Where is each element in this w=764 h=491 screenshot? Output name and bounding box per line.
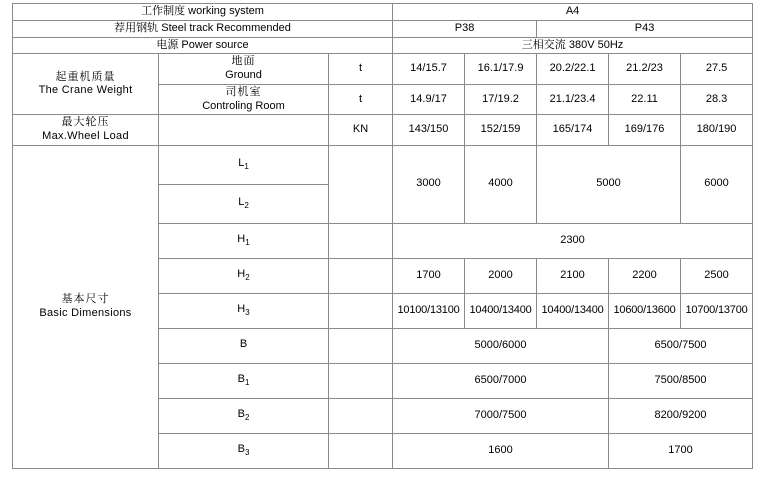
crane-weight-ground-value: 20.2/22.1: [537, 54, 609, 85]
crane-weight-room-label-cn: 司机室: [225, 85, 262, 98]
dimension-symbol-index: 3: [245, 308, 250, 318]
dimension-b1-spacer: [329, 363, 393, 398]
max-wheel-load-value: 152/159: [465, 115, 537, 146]
dimension-h3-spacer: [329, 293, 393, 328]
crane-weight-ground-unit: t: [329, 54, 393, 85]
crane-weight-ground-value: 16.1/17.9: [465, 54, 537, 85]
dimension-symbol-text: H: [237, 233, 246, 246]
dimension-symbol-text: L: [238, 157, 245, 170]
dimension-l-value: 3000: [393, 145, 465, 223]
crane-weight-room-value: 17/19.2: [465, 84, 537, 115]
dimension-h2-value: 2500: [681, 258, 753, 293]
table-row: [13, 115, 753, 146]
dimension-h3-value: 10600/13600: [609, 293, 681, 328]
dimension-b2-value: 7000/7500: [393, 398, 609, 433]
max-wheel-load-label: [13, 115, 159, 146]
dimension-symbol-index: 2: [244, 201, 249, 211]
dimension-symbol-b2: [159, 398, 329, 433]
dimension-h1-value: 2300: [393, 223, 753, 258]
dimension-symbol-b3: [159, 433, 329, 468]
dimension-symbol-h1: [159, 223, 329, 258]
crane-weight-room-label-en: Controling Room: [202, 99, 285, 112]
crane-weight-label-en: The Crane Weight: [38, 84, 133, 97]
crane-weight-ground-label-cn: 地面: [231, 55, 256, 68]
dimension-symbol-text: B: [237, 373, 245, 386]
dimension-symbol-index: 1: [244, 378, 250, 388]
dimension-symbol-text: B: [237, 443, 245, 456]
crane-weight-ground-value: 14/15.7: [393, 54, 465, 85]
crane-weight-ground-value: 21.2/23: [609, 54, 681, 85]
dimension-symbol-l2: [159, 184, 329, 223]
dimension-symbol-h3: [159, 293, 329, 328]
dimension-symbol-index: 2: [244, 413, 250, 423]
dimension-h2-spacer: [329, 258, 393, 293]
max-wheel-load-value: 165/174: [537, 115, 609, 146]
dimension-symbol-text: B: [239, 338, 248, 351]
dimension-h3-value: 10700/13700: [681, 293, 753, 328]
dimension-h2-value: 1700: [393, 258, 465, 293]
dimension-symbol-index: 3: [244, 448, 250, 458]
basic-dimensions-label-cn: 基本尺寸: [61, 293, 110, 305]
basic-dimensions-label-en: Basic Dimensions: [39, 306, 132, 319]
dimension-symbol-b1: [159, 363, 329, 398]
crane-weight-room-value: 28.3: [681, 84, 753, 115]
dimension-b2-spacer: [329, 398, 393, 433]
dimension-symbol-index: 2: [245, 273, 250, 283]
max-wheel-load-label-en: Max.Wheel Load: [42, 130, 129, 142]
dimension-h2-value: 2100: [537, 258, 609, 293]
dimension-symbol-text: H: [237, 268, 246, 281]
dimension-symbol-text: L: [238, 196, 245, 209]
basic-dimensions-label: [13, 145, 159, 468]
table-row: [13, 145, 753, 184]
dimension-symbol-index: 1: [245, 238, 250, 248]
table-row: [13, 4, 753, 21]
dimension-b3-value: 1700: [609, 433, 753, 468]
dimension-h1-spacer: [329, 223, 393, 258]
working-system-label: 工作制度 working system: [13, 4, 393, 21]
dimension-l-value: 6000: [681, 145, 753, 223]
dimension-h2-value: 2200: [609, 258, 681, 293]
max-wheel-load-label-cn: 最大轮压: [61, 116, 110, 129]
dimension-h3-value: 10100/13100: [393, 293, 465, 328]
dimension-h2-value: 2000: [465, 258, 537, 293]
dimension-b1-value: 6500/7000: [393, 363, 609, 398]
dimension-h3-value: 10400/13400: [465, 293, 537, 328]
crane-weight-ground-label-en: Ground: [225, 69, 262, 81]
crane-weight-room-value: 22.11: [609, 84, 681, 115]
dimension-h3-value: 10400/13400: [537, 293, 609, 328]
dimension-symbol-h2: [159, 258, 329, 293]
max-wheel-load-value: 180/190: [681, 115, 753, 146]
dimension-symbol-text: H: [237, 303, 246, 316]
max-wheel-load-value: 169/176: [609, 115, 681, 146]
dimension-b-value: 6500/7500: [609, 328, 753, 363]
dimension-b3-value: 1600: [393, 433, 609, 468]
dimension-symbol-b: [159, 328, 329, 363]
steel-track-value-1: P38: [393, 20, 537, 37]
table-row: [13, 20, 753, 37]
power-source-label: 电源 Power source: [13, 37, 393, 54]
dimension-b-value: 5000/6000: [393, 328, 609, 363]
table-row: [13, 54, 753, 85]
dimension-b3-spacer: [329, 433, 393, 468]
steel-track-value-2: P43: [537, 20, 753, 37]
steel-track-label: 荐用钢轨 Steel track Recommended: [13, 20, 393, 37]
dimension-l-value: 5000: [537, 145, 681, 223]
power-source-value: 三相交流 380V 50Hz: [393, 37, 753, 54]
dimension-symbol-index: 1: [244, 162, 249, 172]
crane-weight-room-value: 14.9/17: [393, 84, 465, 115]
dimension-l-value: 4000: [465, 145, 537, 223]
dimension-l-spacer: [329, 145, 393, 223]
dimension-symbol-text: B: [237, 408, 245, 421]
max-wheel-load-unit: KN: [329, 115, 393, 146]
crane-weight-label: [13, 54, 159, 115]
table-row: [13, 37, 753, 54]
crane-weight-ground-value: 27.5: [681, 54, 753, 85]
crane-weight-label-cn: 起重机质量: [55, 70, 116, 83]
dimension-b1-value: 7500/8500: [609, 363, 753, 398]
max-wheel-load-spacer: [159, 115, 329, 146]
crane-weight-ground-label: [159, 54, 329, 85]
dimension-b-spacer: [329, 328, 393, 363]
crane-specification-table: [12, 3, 753, 469]
working-system-value: A4: [393, 4, 753, 21]
crane-weight-room-label: [159, 84, 329, 115]
crane-weight-room-value: 21.1/23.4: [537, 84, 609, 115]
crane-weight-room-unit: t: [329, 84, 393, 115]
max-wheel-load-value: 143/150: [393, 115, 465, 146]
dimension-symbol-l1: [159, 145, 329, 184]
dimension-b2-value: 8200/9200: [609, 398, 753, 433]
